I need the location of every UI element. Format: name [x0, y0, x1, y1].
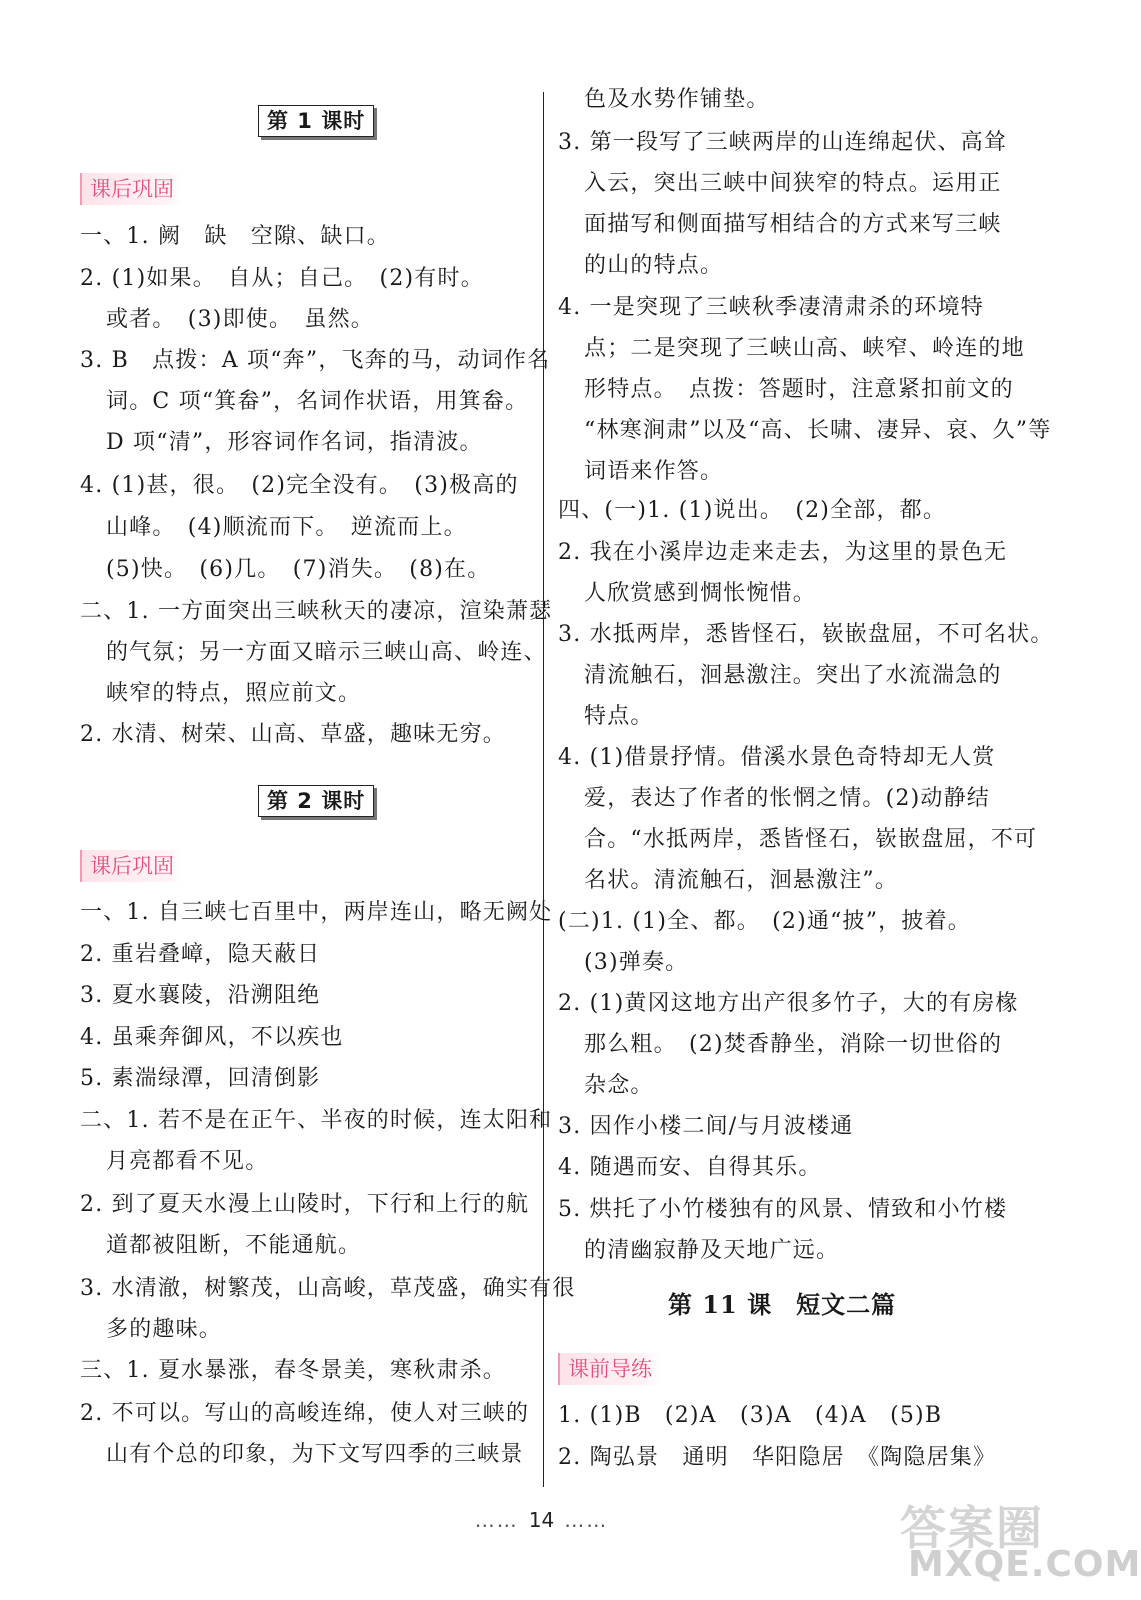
- answer-line: 3. 第一段写了三峡两岸的山连绵起伏、高耸: [558, 130, 1008, 155]
- answer-line: (5)快。 (6)几。 (7)消失。 (8)在。: [106, 557, 491, 582]
- answer-line: 入云，突出三峡中间狭窄的特点。运用正: [584, 171, 1002, 196]
- answer-line: 5. 烘托了小竹楼独有的风景、情致和小竹楼: [558, 1197, 1008, 1222]
- answer-line: 爱，表达了作者的怅惘之情。(2)动静结: [584, 786, 990, 811]
- answer-line: 2. (1)黄冈这地方出产很多竹子，大的有房椽: [558, 991, 1019, 1016]
- answer-line: 月亮都看不见。: [106, 1149, 269, 1174]
- tag-after-class-review: 课后巩固: [80, 850, 182, 882]
- answer-line: 2. 陶弘景 通明 华阳隐居 《陶隐居集》: [558, 1445, 997, 1470]
- answer-line: 峡窄的特点，照应前文。: [106, 681, 362, 706]
- answer-line: 形特点。 点拨：答题时，注意紧扣前文的: [584, 377, 1014, 402]
- answer-line: 的清幽寂静及天地广远。: [584, 1238, 840, 1263]
- answer-line: 的山的特点。: [584, 253, 724, 278]
- answer-line: 2. 到了夏天水漫上山陵时，下行和上行的航: [80, 1192, 530, 1217]
- answer-line: 4. 虽乘奔御风，不以疾也: [80, 1025, 344, 1050]
- answer-line: 山峰。 (4)顺流而下。 逆流而上。: [106, 515, 467, 540]
- tag-after-class-review: 课后巩固: [80, 173, 182, 205]
- answer-line: 1. (1)B (2)A (3)A (4)A (5)B: [558, 1403, 943, 1428]
- answer-line: 2. (1)如果。 自从；自己。 (2)有时。: [80, 266, 484, 291]
- answer-line: 词语来作答。: [584, 459, 724, 484]
- answer-line: 2. 我在小溪岸边走来走去，为这里的景色无: [558, 540, 1008, 565]
- footer-dots-left: ……: [474, 1508, 519, 1532]
- answer-line: 多的趣味。: [106, 1317, 223, 1342]
- footer-dots-right: ……: [564, 1508, 609, 1532]
- answer-line: 3. B 点拨：A 项“奔”，飞奔的马，动词作名: [80, 348, 551, 373]
- answer-line: 点；二是突现了三峡山高、峡窄、岭连的地: [584, 336, 1025, 361]
- answer-line: 山有个总的印象，为下文写四季的三峡景: [106, 1442, 524, 1467]
- watermark-logo: [900, 1492, 1141, 1592]
- answer-line: 2. 水清、树荣、山高、草盛，趣味无穷。: [80, 722, 506, 747]
- answer-line: 3. 水清澈，树繁茂，山高峻，草茂盛，确实有很: [80, 1276, 576, 1301]
- answer-line: 4. (1)借景抒情。借溪水景色奇特却无人赏: [558, 745, 996, 770]
- answer-line: 杂念。: [584, 1073, 654, 1098]
- answer-line: 名状。清流触石，洄悬激注”。: [584, 868, 899, 893]
- answer-line: D 项“清”，形容词作名词，指清波。: [106, 430, 483, 455]
- answer-line: 的气氛；另一方面又暗示三峡山高、岭连、: [106, 640, 547, 665]
- answer-line: 一、1. 自三峡七百里中，两岸连山，略无阙处: [80, 900, 553, 925]
- answer-line: 面描写和侧面描写相结合的方式来写三峡: [584, 212, 1002, 237]
- answer-line: 二、1. 一方面突出三峡秋天的凄凉，渲染萧瑟: [80, 599, 553, 624]
- answer-line: 色及水势作铺垫。: [584, 87, 770, 112]
- lesson-title: [668, 1285, 920, 1325]
- answer-line: 3. 水抵两岸，悉皆怪石，嵚嵌盘屈，不可名状。: [558, 622, 1054, 647]
- watermark-text-cn: 答案圈: [900, 1501, 1044, 1555]
- answer-line: 合。“水抵两岸，悉皆怪石，嵚嵌盘屈，不可: [584, 827, 1038, 852]
- answer-line: 清流触石，洄悬激注。突出了水流湍急的: [584, 663, 1002, 688]
- answer-line: 那么粗。 (2)焚香静坐，消除一切世俗的: [584, 1032, 1003, 1057]
- page-number: 14: [528, 1508, 555, 1532]
- answer-line: “林寒涧肃”以及“高、长啸、凄异、哀、久”等: [584, 418, 1052, 443]
- answer-line: 3. 因作小楼二间/与月波楼通: [558, 1114, 854, 1139]
- answer-line: 4. 一是突现了三峡秋季凄清肃杀的环境特: [558, 295, 984, 320]
- answer-line: 一、1. 阙 缺 空隙、缺口。: [80, 224, 390, 249]
- answer-line: 词。C 项“箕畚”，名词作状语，用箕畚。: [106, 389, 529, 414]
- section-title-lesson-1: 第 1 课时: [258, 105, 374, 137]
- answer-line: 或者。 (3)即使。 虽然。: [106, 307, 374, 332]
- answer-line: 二、1. 若不是在正午、半夜的时候，连太阳和: [80, 1108, 553, 1133]
- answer-line: 特点。: [584, 704, 654, 729]
- answer-line: 四、(一)1. (1)说出。 (2)全部，都。: [558, 498, 947, 523]
- answer-line: 2. 不可以。写山的高峻连绵，使人对三峡的: [80, 1401, 530, 1426]
- answer-line: 4. 随遇而安、自得其乐。: [558, 1155, 822, 1180]
- answer-line: 5. 素湍绿潭，回清倒影: [80, 1066, 321, 1091]
- lesson-number: 第 11 课: [668, 1290, 773, 1319]
- answer-line: 人欣赏感到惆怅惋惜。: [584, 581, 817, 606]
- answer-line: 4. (1)甚，很。 (2)完全没有。 (3)极高的: [80, 473, 519, 498]
- answer-line: 2. 重岩叠嶂，隐天蔽日: [80, 942, 321, 967]
- lesson-name: 短文二篇: [796, 1290, 897, 1319]
- answer-line: 三、1. 夏水暴涨，春冬景美，寒秋肃杀。: [80, 1358, 506, 1383]
- section-title-lesson-2: 第 2 课时: [258, 785, 374, 817]
- answer-line: 3. 夏水襄陵，沿溯阻绝: [80, 983, 321, 1008]
- answer-line: (二)1. (1)全、都。 (2)通“披”，披着。: [558, 909, 971, 934]
- tag-pre-class-guide: 课前导练: [558, 1353, 660, 1385]
- answer-line: 道都被阻断，不能通航。: [106, 1233, 362, 1258]
- watermark-text-en: MXQE.COM: [908, 1544, 1141, 1585]
- answer-line: (3)弹奏。: [584, 950, 689, 975]
